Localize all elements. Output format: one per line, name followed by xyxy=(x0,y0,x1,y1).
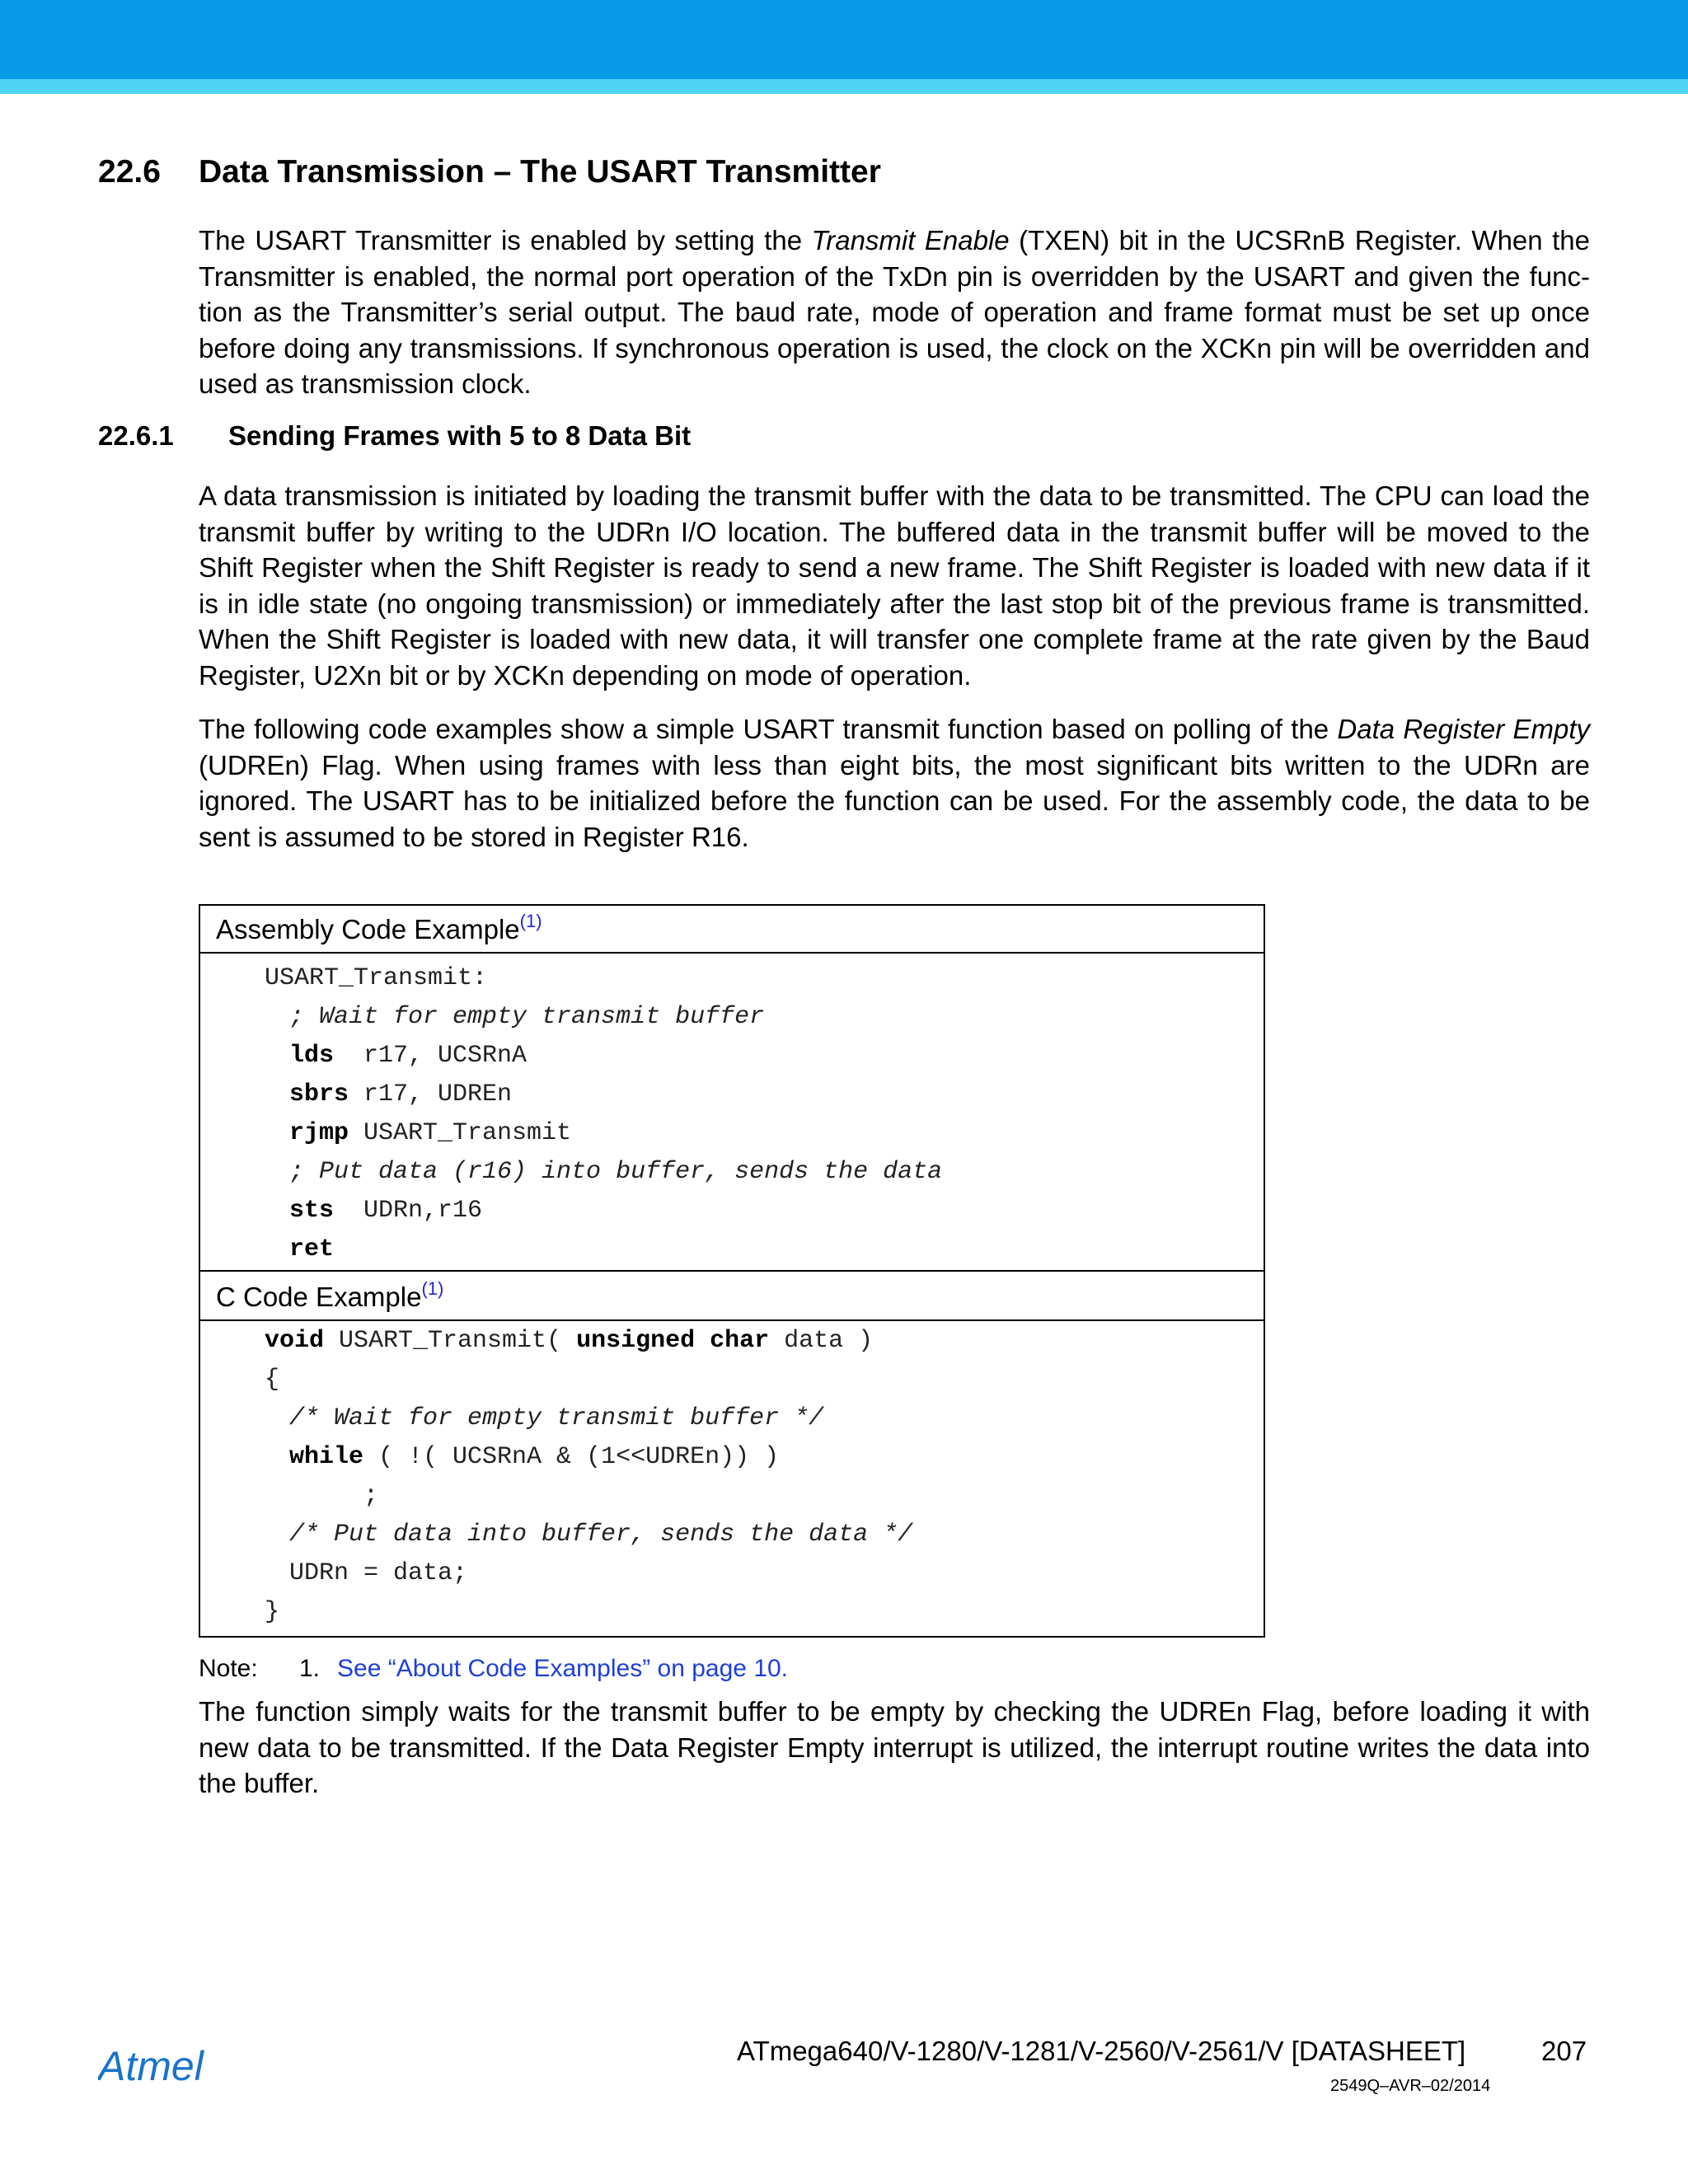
c-example-header xyxy=(200,1273,1264,1321)
asm-code-block xyxy=(200,954,1264,1272)
code-comment: ; Put data (r16) into buffer, sends the data xyxy=(289,1158,943,1186)
code-line: sbrs r17, UDREn xyxy=(289,1080,513,1108)
code-comment: /* Wait for empty transmit buffer */ xyxy=(289,1404,824,1432)
code-line: ret xyxy=(289,1235,335,1263)
paragraph-code-examples-intro xyxy=(199,711,1590,855)
paragraph-text: The USART Transmitter is enabled by setting the xyxy=(199,225,812,255)
subsection-number: 22.6.1 xyxy=(98,420,174,451)
asm-example-header xyxy=(200,906,1264,954)
subsection-title: Sending Frames with 5 to 8 Data Bit xyxy=(228,420,692,451)
code-line: UDRn = data; xyxy=(289,1559,468,1587)
atmel-logo xyxy=(98,2044,238,2094)
c-code-block xyxy=(200,1321,1264,1636)
code-line: } xyxy=(265,1598,280,1626)
page-number: 207 xyxy=(1541,2036,1587,2066)
atmel-logo-mark xyxy=(98,2044,238,2090)
code-examples-link[interactable]: See “About Code Examples” on page 10. xyxy=(337,1655,789,1682)
asm-example-title: Assembly Code Example xyxy=(216,914,520,944)
c-example-title: C Code Example xyxy=(216,1282,422,1312)
code-comment: /* Put data into buffer, sends the data */ xyxy=(289,1521,913,1549)
paragraph-emphasis: Transmit Enable xyxy=(811,225,1010,255)
code-line: { xyxy=(265,1366,280,1394)
code-line: ; xyxy=(363,1482,379,1510)
svg-text:Atmel: Atmel xyxy=(98,2044,204,2089)
code-line: lds r17, UCSRnA xyxy=(289,1042,528,1070)
note-index: 1. xyxy=(299,1655,321,1682)
paragraph-function-description: The function simply waits for the transmit buffer to be empty by checking the UDREn Flag, before loading it with new data to be transmitted. If the Data Register Empty interrupt is utilized, the interrupt routine writes the data into the buffer. xyxy=(199,1696,1590,1798)
code-line: while ( !( UCSRnA & (1<<UDREn)) ) xyxy=(289,1443,780,1471)
section-title: Data Transmission – The USART Transmitter xyxy=(199,154,881,190)
paragraph-transmitter-intro xyxy=(199,223,1590,402)
document-title: ATmega640/V-1280/V-1281/V-2560/V-2561/V [DATASHEET] xyxy=(737,2036,1466,2066)
section-number: 22.6 xyxy=(98,154,161,190)
code-line: sts UDRn,r16 xyxy=(289,1197,483,1225)
code-line: rjmp USART_Transmit xyxy=(289,1119,572,1147)
header-stripe xyxy=(0,79,1688,94)
document-code: 2549Q–AVR–02/2014 xyxy=(1330,2077,1491,2095)
code-line: void USART_Transmit( unsigned char data ) xyxy=(265,1327,874,1355)
paragraph-emphasis: Data Register Empty xyxy=(1337,714,1590,744)
paragraph-text: The following code examples show a simple USART transmit function based on polling of the xyxy=(199,714,1338,744)
note-label: Note: xyxy=(199,1655,258,1682)
paragraph-text: (TXEN) bit in the UCSRnB Register. When the Transmitter is enabled, the normal port operation of the TxDn pin is overridden by the USART and given the function as the Transmitter’s serial output. The baud rate, mode of operation and frame format must be set up once before doing any transmissions. If synchronous operation is used, the clock on the XCKn pin will be overridden and used as transmission clock. xyxy=(199,225,1590,399)
paragraph-text: (UDREn) Flag. When using frames with less than eight bits, the most significant bits written to the UDRn are ignored. The USART has to be initialized before the function can be used. For the assembly code, the data to be sent is assumed to be stored in Register R16. xyxy=(199,749,1590,852)
footnote-reference[interactable]: (1) xyxy=(421,1278,444,1299)
code-comment: ; Wait for empty transmit buffer xyxy=(289,1003,765,1031)
paragraph-data-transmission: A data transmission is initiated by loading the transmit buffer with the data to be transmitted. The CPU can load the transmit buffer by writing to the UDRn I/O location. The buffered data in the transmit buffer will be moved to the Shift Register when the Shift Register is ready to send a new frame. The Shift Register is loaded with new data if it is in idle state (no ongoing transmission) or immediately after the last stop bit of the previous frame is transmitted. When the Shift Register is loaded with new data, it will transfer one complete frame at the rate given by the Baud Register, U2Xn bit or by XCKn depending on mode of operation. xyxy=(199,480,1590,691)
code-line: USART_Transmit: xyxy=(265,964,488,992)
footnote-reference[interactable]: (1) xyxy=(519,911,542,931)
header-bar xyxy=(0,0,1688,79)
code-example-table xyxy=(199,904,1265,1638)
